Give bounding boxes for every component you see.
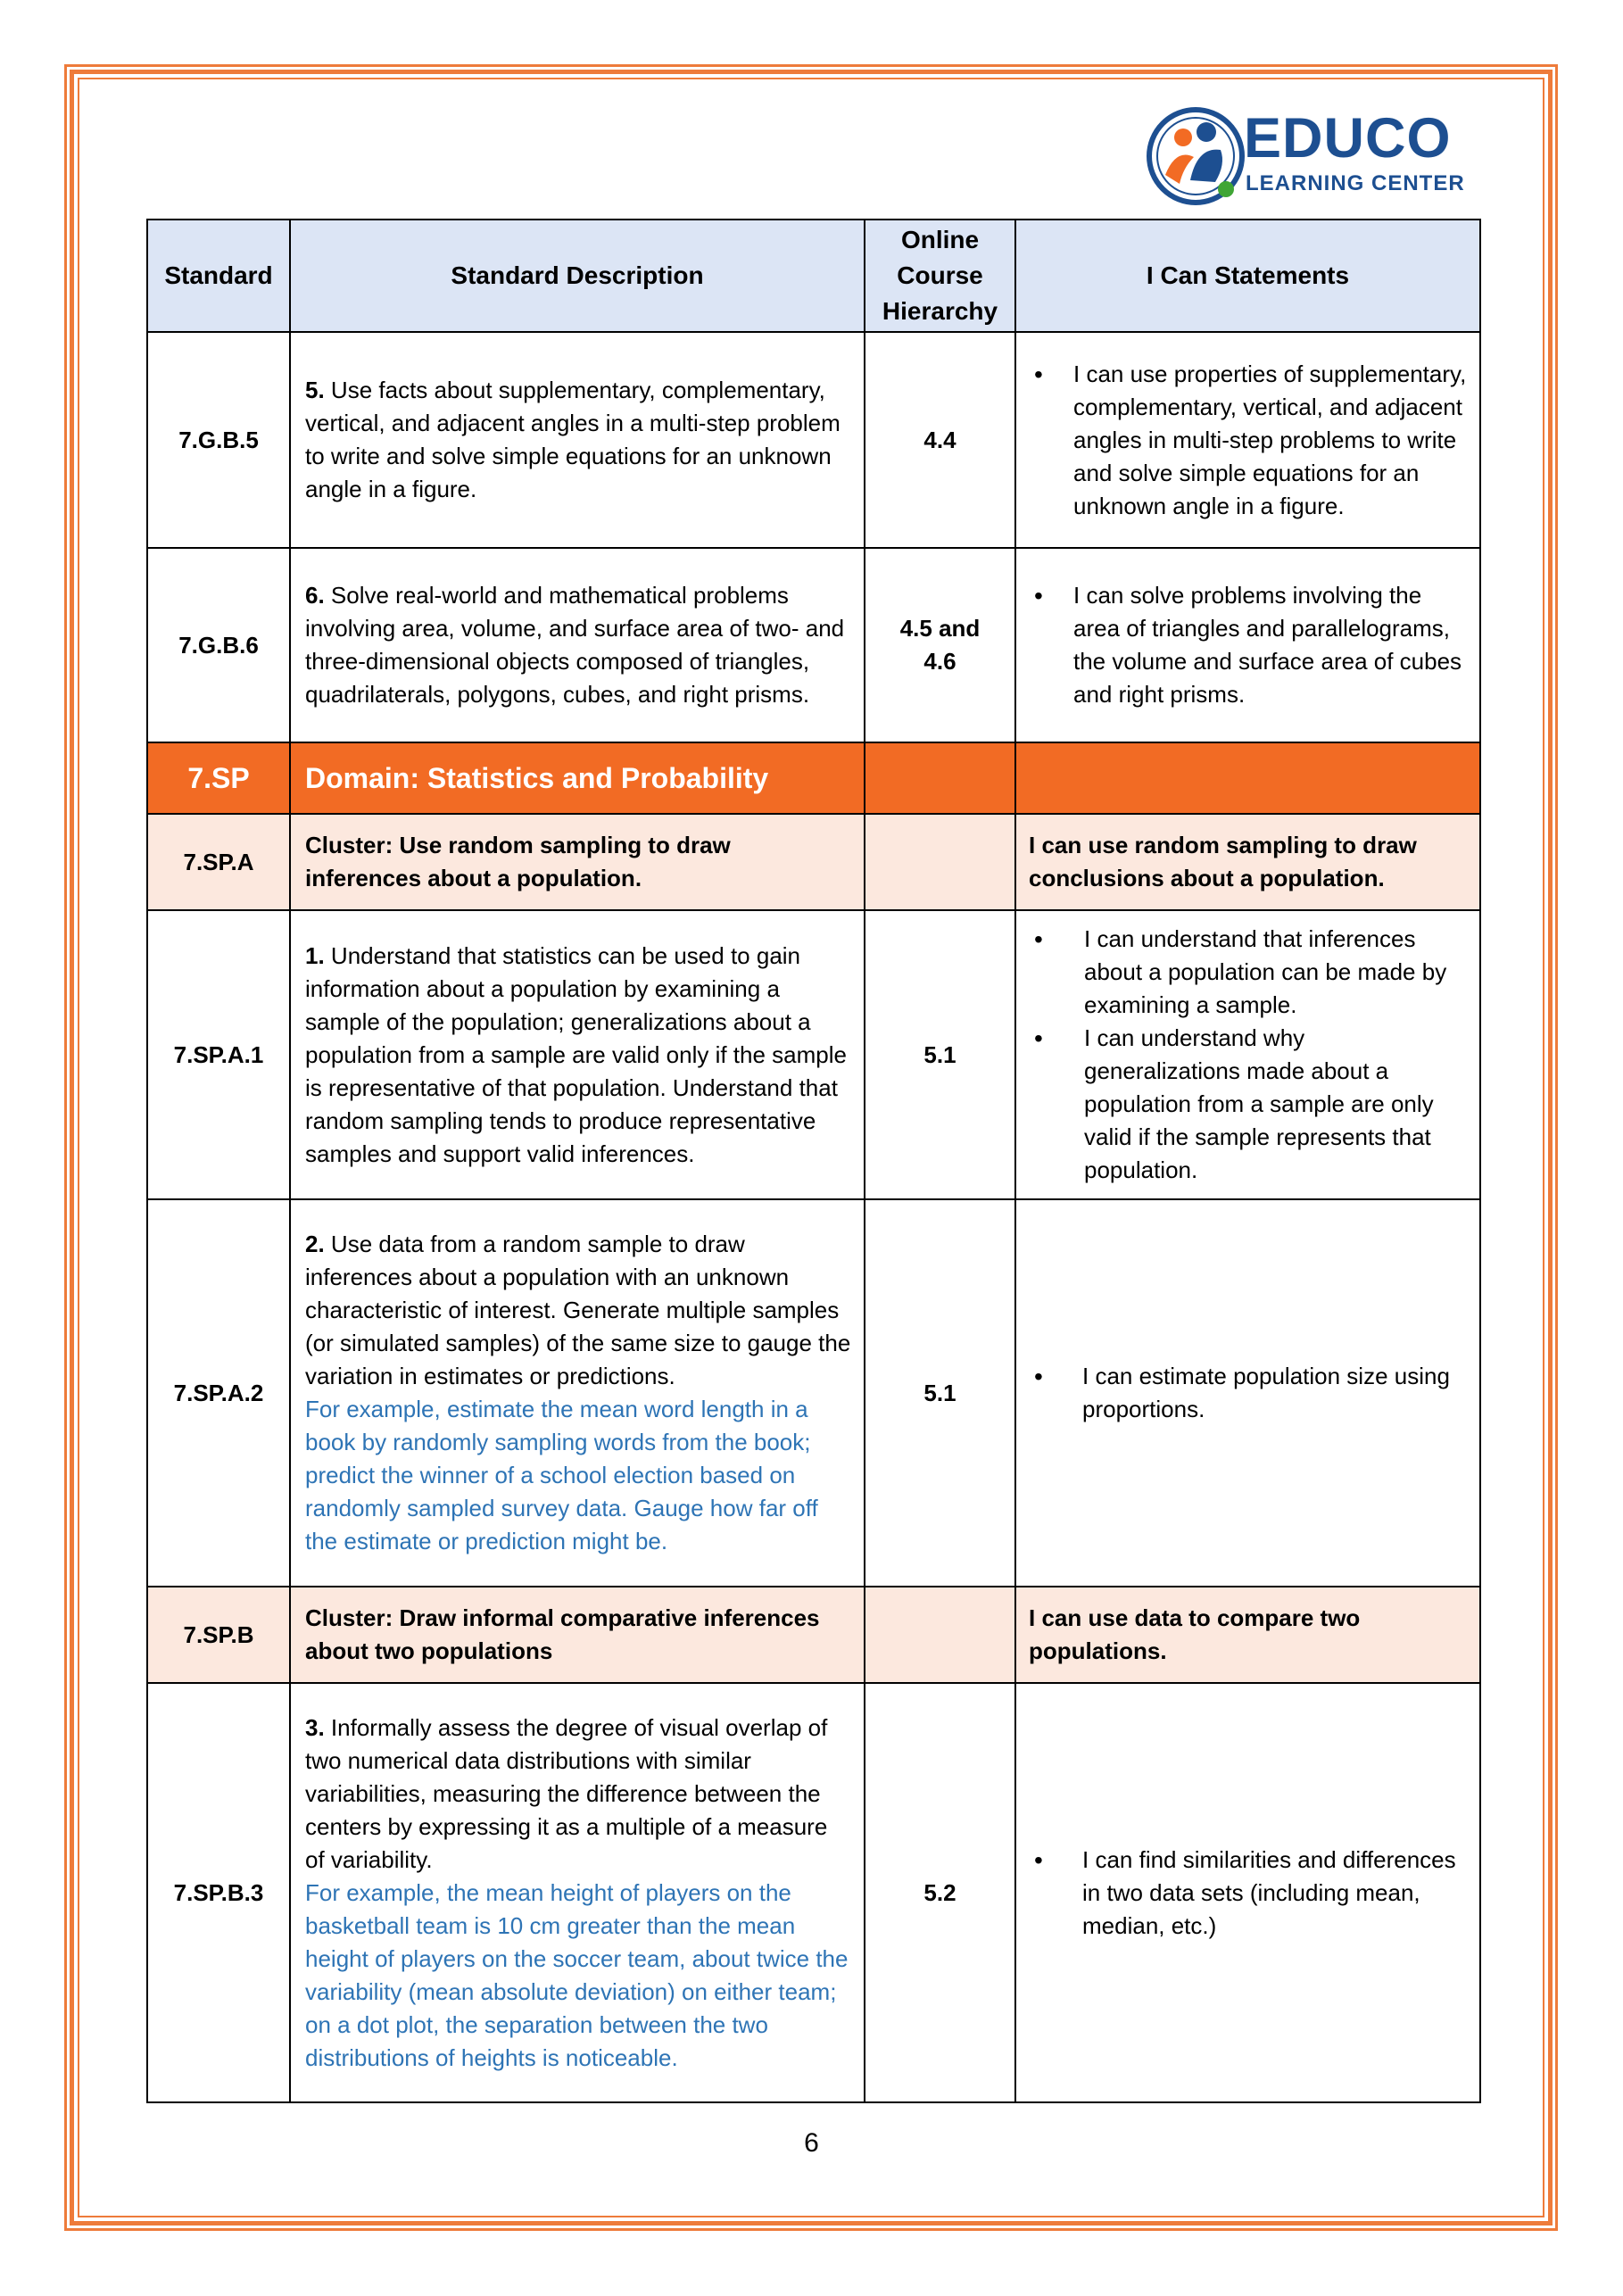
ican-item: • I can use properties of supplementary, complementary, vertical, and adjacent angles in multi-step problems to write and solve simple equations for an unknown angle in a figure.	[1029, 358, 1467, 523]
ican-cell	[1015, 1199, 1480, 1587]
standard-description	[290, 548, 865, 742]
logo-title: EDUCO	[1244, 107, 1452, 170]
table-row	[147, 548, 1480, 742]
ican-item: • I can estimate population size using proportions.	[1029, 1360, 1467, 1426]
cluster-empty-cell	[865, 814, 1015, 910]
header-standard: Standard	[147, 220, 290, 332]
standard-description	[290, 1199, 865, 1587]
table-row	[147, 1199, 1480, 1587]
cluster-description: Cluster: Draw informal comparative inferences about two populations	[290, 1587, 865, 1683]
cluster-code: 7.SP.A	[147, 814, 290, 910]
ican-item: • I can solve problems involving the area of triangles and parallelograms, the volume and surface area of cubes and right prisms.	[1029, 579, 1467, 711]
online-course-line: 4.6	[923, 648, 956, 675]
header-description: Standard Description	[290, 220, 865, 332]
standard-code: 7.SP.B.3	[147, 1683, 290, 2102]
table-header-row	[147, 220, 1480, 332]
online-course-cell: 5.2	[865, 1683, 1015, 2102]
ican-item: • I can understand why generalizations made about a population from a sample are only valid if the sample represents that population.	[1029, 1022, 1467, 1187]
cluster-code: 7.SP.B	[147, 1587, 290, 1683]
description-text: Use facts about supplementary, complementary, vertical, and adjacent angles in a multi-step problem to write and solve simple equations for an unknown angle in a figure.	[305, 377, 840, 502]
ican-item: • I can understand that inferences about a population can be made by examining a sample.	[1029, 923, 1467, 1022]
page-number: 6	[804, 2128, 819, 2158]
logo-subtitle: LEARNING CENTER	[1246, 171, 1465, 195]
header-online-course-line: Hierarchy	[882, 297, 998, 325]
cluster-ican: I can use random sampling to draw conclusions about a population.	[1015, 814, 1480, 910]
standard-code: 7.G.B.5	[147, 332, 290, 548]
description-text: Solve real-world and mathematical problems involving area, volume, and surface area of two- and three-dimensional objects composed of triangles, quadrilaterals, polygons, cubes, and right prisms.	[305, 582, 845, 708]
table-row	[147, 1683, 1480, 2102]
standard-number: 6.	[305, 582, 325, 609]
table-row	[147, 332, 1480, 548]
domain-row	[147, 742, 1480, 814]
description-text: Informally assess the degree of visual overlap of two numerical data distributions with similar variabilities, measuring the difference between the centers by expressing it as a multiple of a measure of variability.	[305, 1713, 828, 1873]
standard-number: 2.	[305, 1231, 325, 1257]
standard-description	[290, 332, 865, 548]
standards-table	[146, 219, 1481, 2103]
domain-empty-cell	[1015, 742, 1480, 814]
standard-number: 5.	[305, 377, 325, 403]
standard-code: 7.SP.A.2	[147, 1199, 290, 1587]
online-course-cell: 5.1	[865, 910, 1015, 1199]
ican-cell	[1015, 332, 1480, 548]
standard-number: 3.	[305, 1713, 325, 1741]
online-course-line: 4.5 and	[899, 615, 981, 642]
header-online-course	[865, 220, 1015, 332]
educo-logo	[1144, 104, 1465, 209]
online-course-cell: 5.1	[865, 1199, 1015, 1587]
standard-description	[290, 910, 865, 1199]
standard-description	[290, 1683, 865, 2102]
ican-cell	[1015, 548, 1480, 742]
domain-title: Domain: Statistics and Probability	[290, 742, 865, 814]
domain-code: 7.SP	[147, 742, 290, 814]
example-text: For example, estimate the mean word length in a book by randomly sampling words from the book; predict the winner of a school election based on randomly sampled survey data. Gauge how far off the estimate or prediction might be.	[305, 1396, 818, 1554]
description-text: Understand that statistics can be used to gain information about a population by examining a sample of the population; generalizations about a population from a sample are valid only if the sample is representative of that population. Understand that random sampling tends to produce representative samples and support valid inferences.	[305, 941, 847, 1167]
standard-number: 1.	[305, 941, 325, 969]
ican-cell	[1015, 1683, 1480, 2102]
online-course-cell	[865, 548, 1015, 742]
example-text: For example, the mean height of players on the basketball team is 10 cm greater than the mean height of players on the soccer team, about twice the variability (mean absolute deviation) on either team; on a dot plot, the separation between the two distributions of heights is noticeable.	[305, 1878, 849, 2071]
cluster-empty-cell	[865, 1587, 1015, 1683]
ican-item: • I can find similarities and differences in two data sets (including mean, median, etc.)	[1029, 1844, 1467, 1943]
online-course-cell: 4.4	[865, 332, 1015, 548]
cluster-ican: I can use data to compare two populations.	[1015, 1587, 1480, 1683]
standard-code: 7.SP.A.1	[147, 910, 290, 1199]
domain-empty-cell	[865, 742, 1015, 814]
header-online-course-line: Course	[897, 261, 983, 289]
description-text: Use data from a random sample to draw inferences about a population with an unknown characteristic of interest. Generate multiple samples (or simulated samples) of the same size to gauge the variation in estimates or predictions.	[305, 1231, 851, 1389]
cluster-row	[147, 1587, 1480, 1683]
ican-cell	[1015, 910, 1480, 1199]
table-row	[147, 910, 1480, 1199]
header-ican: I Can Statements	[1015, 220, 1480, 332]
standard-code: 7.G.B.6	[147, 548, 290, 742]
header-online-course-line: Online	[900, 226, 980, 253]
cluster-row	[147, 814, 1480, 910]
cluster-description: Cluster: Use random sampling to draw inferences about a population.	[290, 814, 865, 910]
educo-logo-mark-icon	[1144, 104, 1249, 209]
